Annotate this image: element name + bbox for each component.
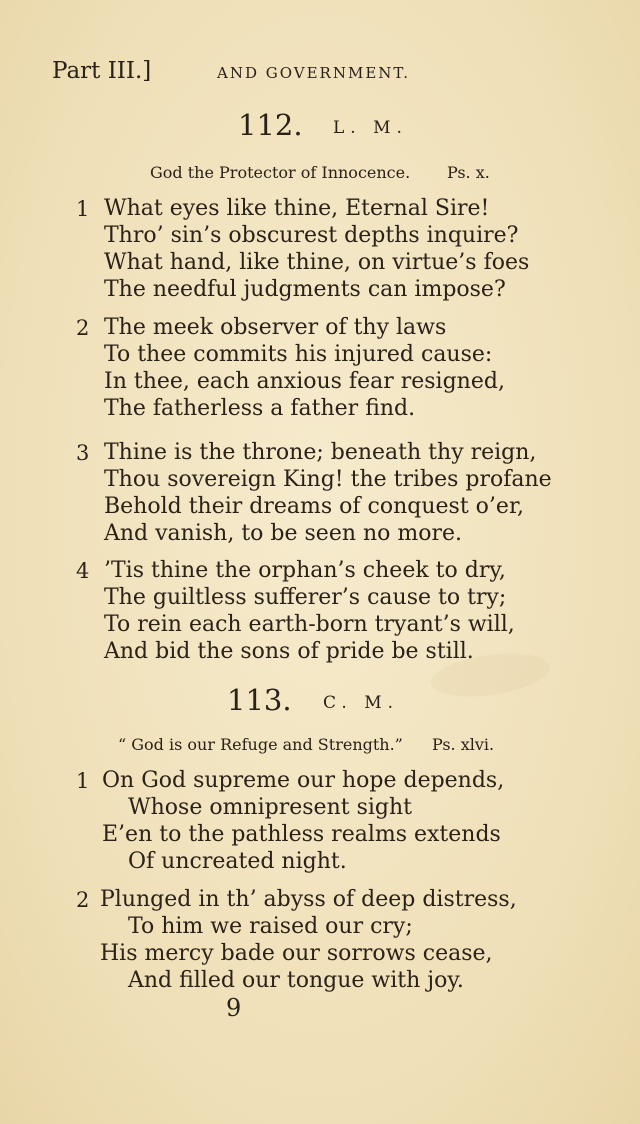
page-number: 9 (226, 994, 242, 1022)
hymn-subtitle: “ God is our Refuge and Strength.” (118, 735, 403, 754)
verse-number: 3 (76, 441, 90, 465)
verse-line: And bid the sons of pride be still. (104, 639, 474, 664)
verse-line: Thou sovereign King! the tribes profane (104, 467, 552, 492)
verse-number: 1 (76, 769, 90, 793)
verse-number: 1 (76, 197, 90, 221)
verse-line: And vanish, to be seen no more. (104, 521, 463, 546)
verse-line: Behold their dreams of conquest o’er, (104, 494, 525, 519)
verse-line: The needful judgments can impose? (104, 277, 506, 302)
verse-line: To thee commits his injured cause: (104, 342, 493, 367)
verse-line: The meek observer of thy laws (104, 315, 447, 340)
verse-line: Whose omnipresent sight (128, 795, 412, 820)
hymn-number: 112. (238, 108, 303, 142)
running-head-part: Part III.] (52, 58, 152, 84)
verse-line: What hand, like thine, on virtue’s foes (104, 250, 530, 275)
verse-line: Thro’ sin’s obscurest depths inquire? (104, 223, 519, 248)
verse-line: To rein each earth-born tryant’s will, (104, 612, 515, 637)
verse-line: What eyes like thine, Eternal Sire! (104, 196, 490, 221)
verse-line: E’en to the pathless realms extends (102, 822, 501, 847)
verse-line: To him we raised our cry; (128, 914, 413, 939)
verse-line: And filled our tongue with joy. (128, 968, 464, 993)
verse-line: Plunged in th’ abyss of deep distress, (100, 887, 517, 912)
verse-line: Thine is the throne; beneath thy reign, (104, 440, 537, 465)
verse-line: The guiltless sufferer’s cause to try; (104, 585, 507, 610)
verse-line: In thee, each anxious fear resigned, (104, 369, 505, 394)
verse-number: 2 (76, 316, 90, 340)
verse-number: 4 (76, 559, 90, 583)
verse-line: His mercy bade our sorrows cease, (100, 941, 493, 966)
hymn-meter: L. M. (333, 118, 408, 138)
verse-line: The fatherless a father find. (104, 396, 416, 421)
verse-line: ’Tis thine the orphan’s cheek to dry, (104, 558, 506, 583)
running-head-section: AND GOVERNMENT. (217, 64, 410, 82)
verse-line: On God supreme our hope depends, (102, 768, 505, 793)
hymn-number: 113. (227, 683, 292, 717)
scripture-reference: Ps. xlvi. (432, 735, 495, 754)
scripture-reference: Ps. x. (447, 163, 490, 182)
hymn-subtitle: God the Protector of Innocence. (150, 163, 411, 182)
verse-number: 2 (76, 888, 90, 912)
verse-line: Of uncreated night. (128, 849, 347, 874)
hymn-meter: C. M. (323, 693, 400, 713)
